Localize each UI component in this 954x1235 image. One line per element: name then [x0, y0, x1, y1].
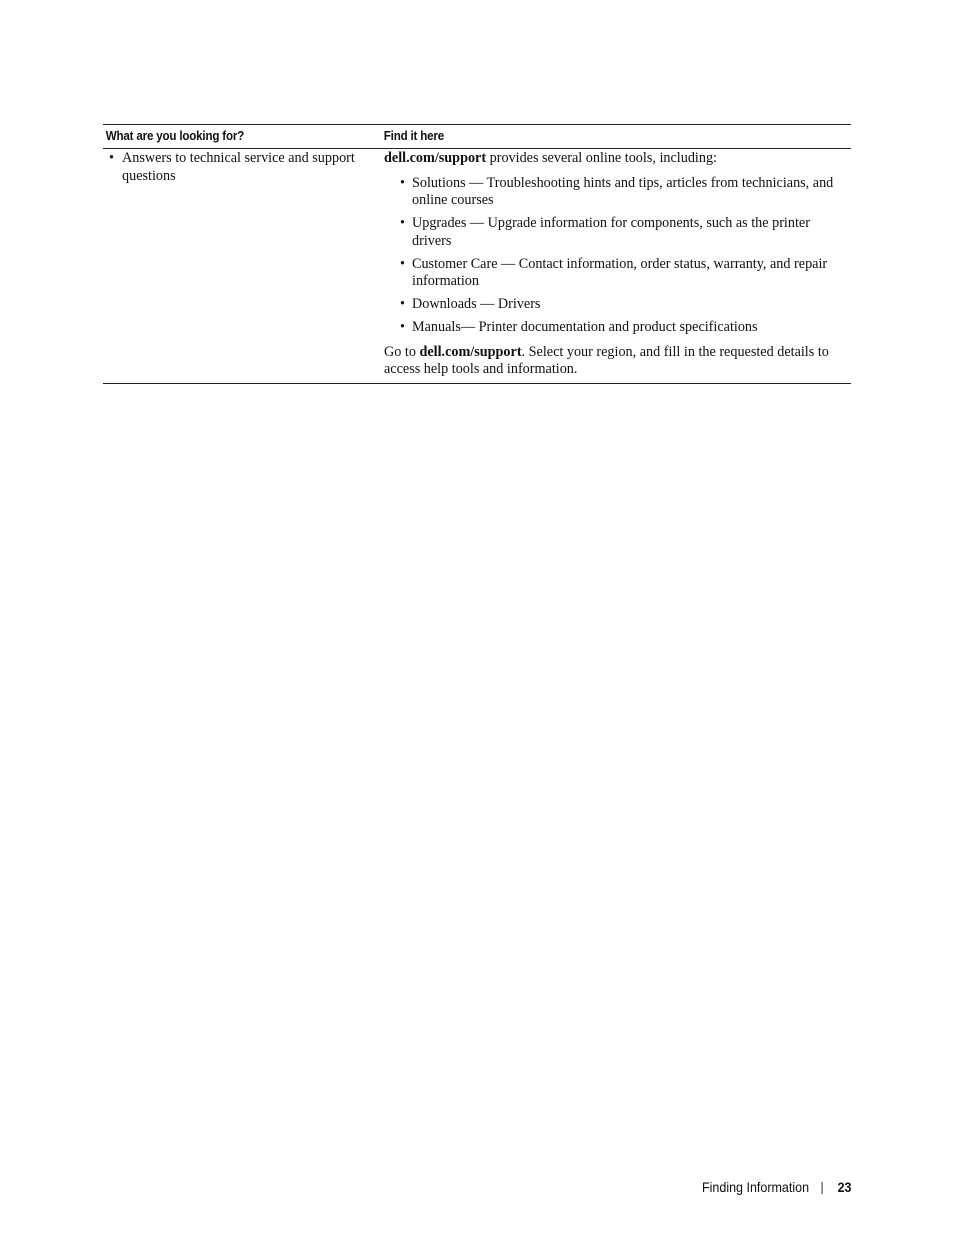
list-item	[400, 174, 851, 210]
info-table	[103, 124, 851, 384]
footer-divider	[821, 1182, 822, 1194]
info-table-container	[103, 124, 851, 384]
tool-list	[384, 175, 851, 337]
bullet-icon: •	[400, 255, 405, 272]
header-what-looking-for: What are you looking for?	[103, 125, 359, 149]
page-number: 23	[837, 1180, 851, 1195]
support-link[interactable]: dell.com/support	[419, 343, 522, 360]
right-cell	[381, 149, 851, 384]
outro-text: . Select your region, and fill in the requested details to access help tools and information.	[384, 343, 829, 377]
bullet-icon: •	[400, 319, 405, 335]
left-cell	[103, 149, 381, 384]
footer-section-title: Finding Information	[701, 1180, 809, 1195]
list-item	[400, 255, 851, 291]
page-footer	[702, 1180, 852, 1195]
bullet-icon: •	[400, 215, 405, 231]
table-row	[103, 149, 851, 384]
tool-solutions: Solutions — Troubleshooting hints and tips, articles from technicians, and online courses	[412, 174, 834, 208]
bullet-icon: •	[400, 174, 405, 191]
tool-manuals: Manuals— Printer documentation and product specifications	[412, 319, 758, 335]
table-header-row	[103, 125, 851, 149]
intro-paragraph	[384, 150, 851, 168]
support-link[interactable]: dell.com/support	[384, 150, 487, 166]
list-item	[109, 150, 381, 185]
left-item-text: Answers to technical service and support questions	[122, 150, 355, 184]
list-item	[400, 296, 851, 314]
bullet-icon: •	[109, 150, 114, 166]
outro-prefix: Go to	[384, 343, 420, 360]
list-item	[400, 215, 851, 250]
bullet-icon: •	[400, 296, 405, 312]
outro-paragraph	[384, 344, 851, 379]
list-item	[400, 319, 851, 337]
tool-customer-care: Customer Care — Contact information, order status, warranty, and repair information	[412, 255, 828, 289]
left-item-list	[103, 150, 381, 185]
intro-text: provides several online tools, including:	[486, 150, 717, 166]
tool-downloads: Downloads — Drivers	[412, 296, 541, 312]
tool-upgrades: Upgrades — Upgrade information for components, such as the printer drivers	[412, 215, 810, 249]
header-find-it-here: Find it here	[381, 125, 813, 149]
